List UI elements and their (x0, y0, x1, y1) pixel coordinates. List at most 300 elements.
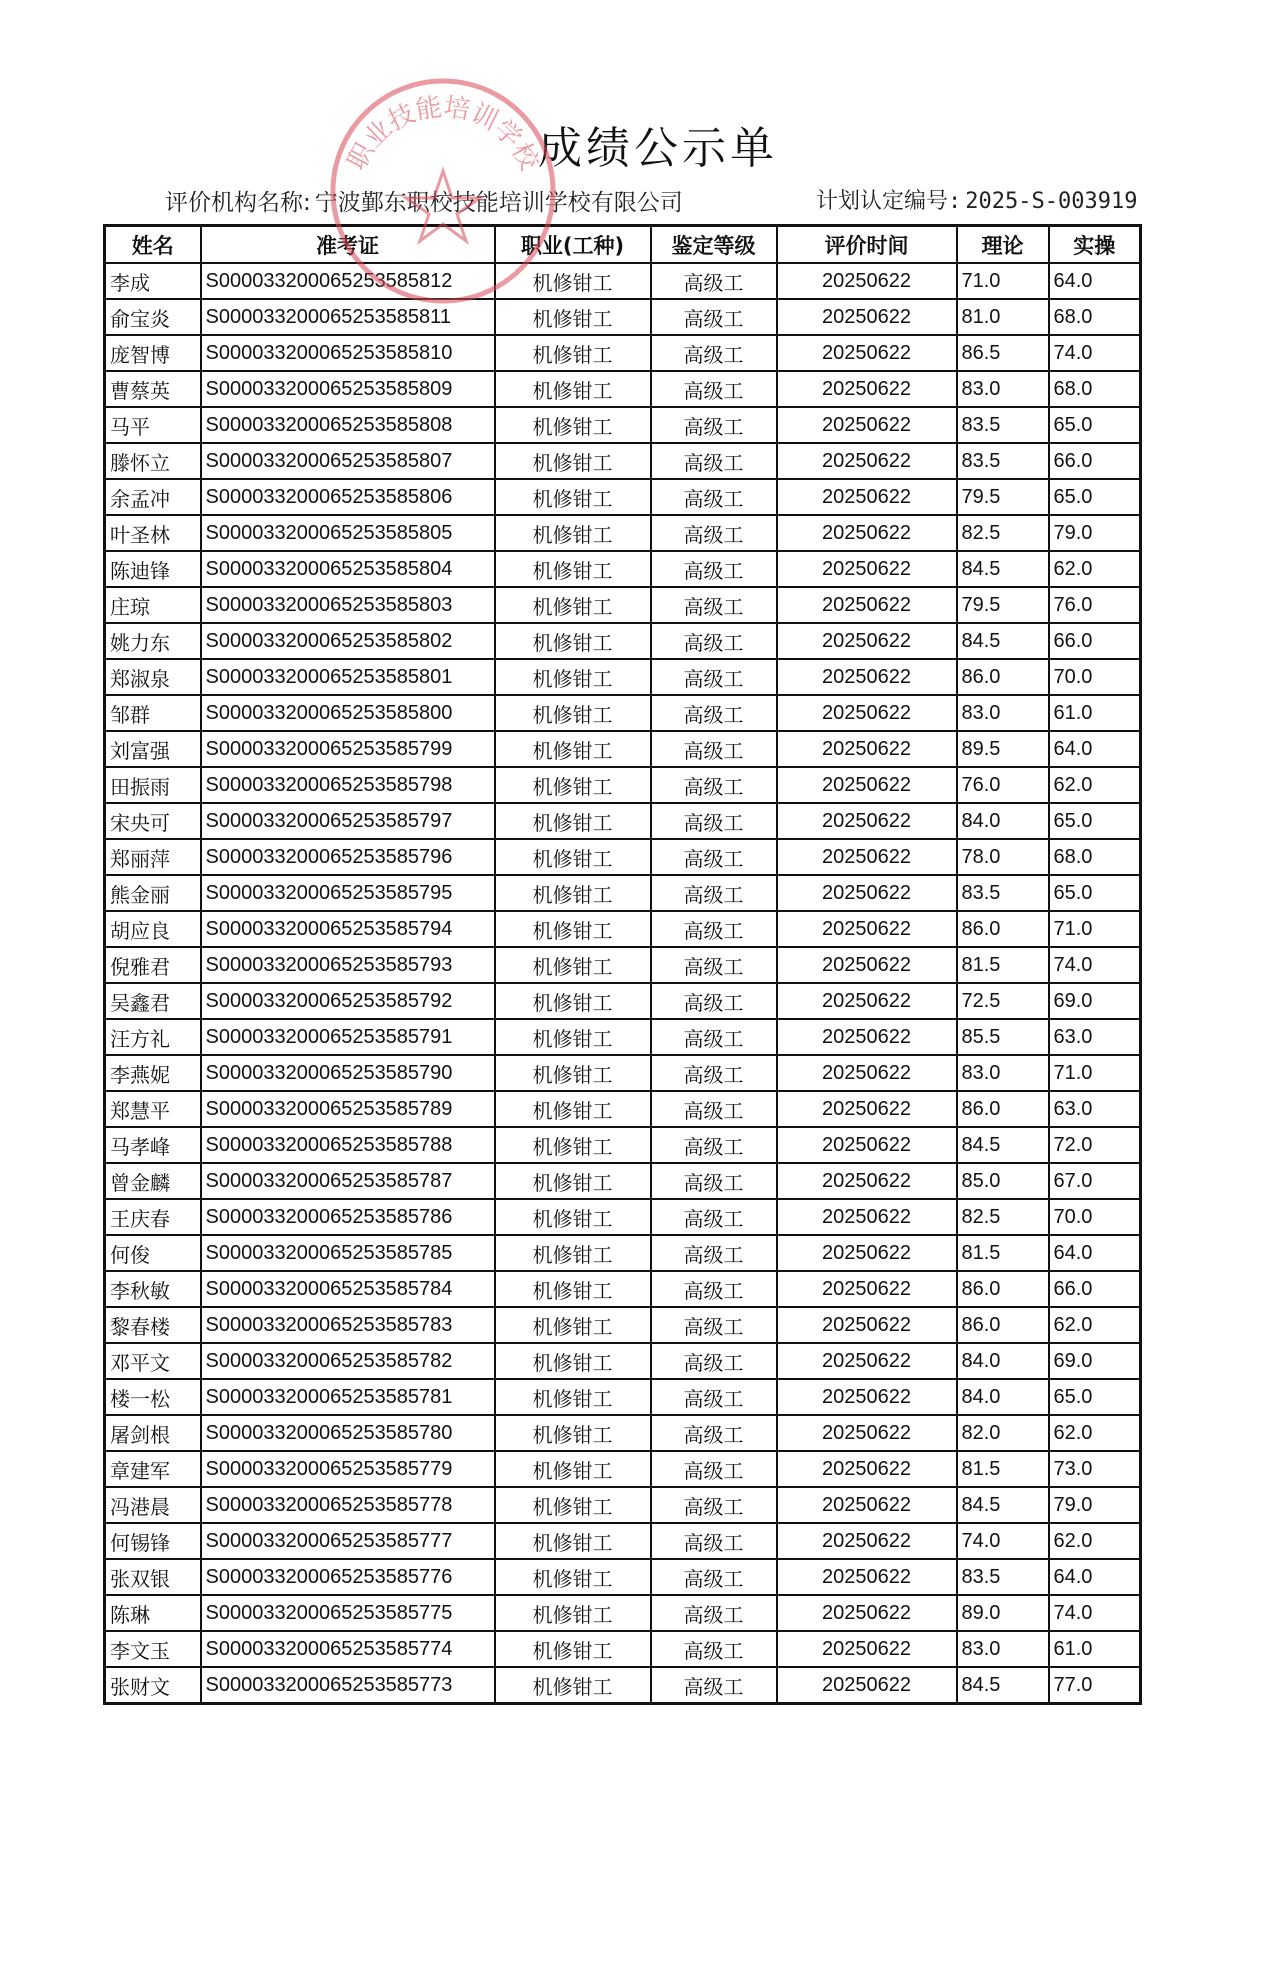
table-row (105, 695, 1141, 731)
page-title: 成绩公示单 (538, 123, 778, 174)
cell-level: 高级工 (651, 1523, 777, 1559)
table-row (105, 263, 1141, 299)
cell-theory: 81.5 (957, 947, 1049, 983)
table-row (105, 947, 1141, 983)
cell-theory: 83.0 (957, 1631, 1049, 1667)
cell-practice: 62.0 (1049, 1523, 1141, 1559)
cell-practice: 70.0 (1049, 659, 1141, 695)
cell-name: 姚力东 (105, 623, 201, 659)
cell-level: 高级工 (651, 839, 777, 875)
cell-name: 庞智博 (105, 335, 201, 371)
cell-theory: 76.0 (957, 767, 1049, 803)
table-row (105, 1019, 1141, 1055)
cell-practice: 62.0 (1049, 1415, 1141, 1451)
cell-level: 高级工 (651, 1235, 777, 1271)
cell-level: 高级工 (651, 1127, 777, 1163)
cell-name: 叶圣林 (105, 515, 201, 551)
cell-level: 高级工 (651, 659, 777, 695)
cell-level: 高级工 (651, 1019, 777, 1055)
cell-practice: 73.0 (1049, 1451, 1141, 1487)
cell-name: 王庆春 (105, 1199, 201, 1235)
cell-ticket: S000033200065253585797 (201, 803, 495, 839)
cell-ticket: S000033200065253585798 (201, 767, 495, 803)
cell-job: 机修钳工 (495, 839, 651, 875)
cell-theory: 83.5 (957, 443, 1049, 479)
cell-practice: 64.0 (1049, 1235, 1141, 1271)
cell-ticket: S000033200065253585792 (201, 983, 495, 1019)
table-row (105, 767, 1141, 803)
cell-date: 20250622 (777, 1415, 957, 1451)
cell-ticket: S000033200065253585777 (201, 1523, 495, 1559)
header-theory: 理论 (957, 226, 1049, 264)
cell-ticket: S000033200065253585810 (201, 335, 495, 371)
cell-practice: 71.0 (1049, 911, 1141, 947)
cell-name: 邹群 (105, 695, 201, 731)
table-row (105, 983, 1141, 1019)
header-date: 评价时间 (777, 226, 957, 264)
cell-practice: 65.0 (1049, 479, 1141, 515)
cell-level: 高级工 (651, 407, 777, 443)
cell-ticket: S000033200065253585807 (201, 443, 495, 479)
cell-date: 20250622 (777, 1667, 957, 1704)
cell-practice: 64.0 (1049, 263, 1141, 299)
cell-job: 机修钳工 (495, 767, 651, 803)
cell-theory: 89.5 (957, 731, 1049, 767)
cell-level: 高级工 (651, 731, 777, 767)
table-row (105, 299, 1141, 335)
cell-name: 冯港晨 (105, 1487, 201, 1523)
cell-ticket: S000033200065253585789 (201, 1091, 495, 1127)
cell-job: 机修钳工 (495, 335, 651, 371)
header-practice: 实操 (1049, 226, 1141, 264)
cell-theory: 83.5 (957, 1559, 1049, 1595)
cell-level: 高级工 (651, 1415, 777, 1451)
cell-job: 机修钳工 (495, 731, 651, 767)
table-row (105, 1487, 1141, 1523)
cell-practice: 68.0 (1049, 371, 1141, 407)
header-name: 姓名 (105, 226, 201, 264)
org-info (165, 184, 683, 217)
cell-practice: 71.0 (1049, 1055, 1141, 1091)
cell-theory: 84.5 (957, 551, 1049, 587)
cell-theory: 84.0 (957, 1343, 1049, 1379)
table-row (105, 1523, 1141, 1559)
cell-ticket: S000033200065253585775 (201, 1595, 495, 1631)
header-ticket: 准考证 (201, 226, 495, 264)
table-row (105, 1235, 1141, 1271)
cell-practice: 64.0 (1049, 1559, 1141, 1595)
cell-theory: 81.5 (957, 1235, 1049, 1271)
cell-practice: 65.0 (1049, 803, 1141, 839)
cell-ticket: S000033200065253585781 (201, 1379, 495, 1415)
cell-ticket: S000033200065253585804 (201, 551, 495, 587)
cell-job: 机修钳工 (495, 371, 651, 407)
cell-job: 机修钳工 (495, 1055, 651, 1091)
cell-name: 陈琳 (105, 1595, 201, 1631)
cell-name: 邓平文 (105, 1343, 201, 1379)
cell-name: 郑丽萍 (105, 839, 201, 875)
cell-theory: 86.0 (957, 1307, 1049, 1343)
cell-practice: 70.0 (1049, 1199, 1141, 1235)
cell-job: 机修钳工 (495, 1127, 651, 1163)
cell-name: 李成 (105, 263, 201, 299)
cell-practice: 74.0 (1049, 947, 1141, 983)
cell-date: 20250622 (777, 371, 957, 407)
cell-job: 机修钳工 (495, 911, 651, 947)
cell-job: 机修钳工 (495, 1163, 651, 1199)
cell-date: 20250622 (777, 839, 957, 875)
header-job: 职业(工种) (495, 226, 651, 264)
cell-name: 马平 (105, 407, 201, 443)
cell-theory: 71.0 (957, 263, 1049, 299)
cell-name: 吴鑫君 (105, 983, 201, 1019)
cell-job: 机修钳工 (495, 659, 651, 695)
cell-date: 20250622 (777, 479, 957, 515)
table-row (105, 659, 1141, 695)
cell-name: 刘富强 (105, 731, 201, 767)
cell-name: 田振雨 (105, 767, 201, 803)
plan-label: 计划认定编号: (816, 189, 962, 214)
cell-level: 高级工 (651, 1559, 777, 1595)
cell-theory: 86.0 (957, 659, 1049, 695)
cell-job: 机修钳工 (495, 407, 651, 443)
table-row (105, 1343, 1141, 1379)
cell-ticket: S000033200065253585809 (201, 371, 495, 407)
cell-name: 曾金麟 (105, 1163, 201, 1199)
cell-job: 机修钳工 (495, 1451, 651, 1487)
table-row (105, 1595, 1141, 1631)
cell-ticket: S000033200065253585784 (201, 1271, 495, 1307)
cell-theory: 82.5 (957, 1199, 1049, 1235)
cell-date: 20250622 (777, 515, 957, 551)
table-row (105, 551, 1141, 587)
cell-ticket: S000033200065253585800 (201, 695, 495, 731)
cell-practice: 62.0 (1049, 1307, 1141, 1343)
cell-ticket: S000033200065253585791 (201, 1019, 495, 1055)
cell-practice: 79.0 (1049, 515, 1141, 551)
cell-theory: 79.5 (957, 587, 1049, 623)
cell-level: 高级工 (651, 1343, 777, 1379)
cell-level: 高级工 (651, 911, 777, 947)
cell-date: 20250622 (777, 1163, 957, 1199)
cell-job: 机修钳工 (495, 515, 651, 551)
cell-level: 高级工 (651, 947, 777, 983)
cell-practice: 69.0 (1049, 1343, 1141, 1379)
cell-theory: 83.5 (957, 407, 1049, 443)
cell-level: 高级工 (651, 587, 777, 623)
table-row (105, 1055, 1141, 1091)
cell-ticket: S000033200065253585787 (201, 1163, 495, 1199)
table-row (105, 839, 1141, 875)
cell-ticket: S000033200065253585786 (201, 1199, 495, 1235)
cell-practice: 65.0 (1049, 875, 1141, 911)
cell-job: 机修钳工 (495, 1019, 651, 1055)
cell-date: 20250622 (777, 1271, 957, 1307)
cell-ticket: S000033200065253585778 (201, 1487, 495, 1523)
cell-level: 高级工 (651, 443, 777, 479)
cell-date: 20250622 (777, 1595, 957, 1631)
cell-level: 高级工 (651, 1379, 777, 1415)
cell-theory: 81.0 (957, 299, 1049, 335)
cell-level: 高级工 (651, 983, 777, 1019)
org-name: 宁波鄞东职校技能培训学校有限公司 (314, 190, 683, 216)
cell-job: 机修钳工 (495, 1091, 651, 1127)
cell-date: 20250622 (777, 1631, 957, 1667)
cell-ticket: S000033200065253585799 (201, 731, 495, 767)
cell-theory: 85.0 (957, 1163, 1049, 1199)
cell-date: 20250622 (777, 587, 957, 623)
plan-info (816, 184, 1137, 215)
cell-level: 高级工 (651, 1055, 777, 1091)
cell-theory: 84.5 (957, 1487, 1049, 1523)
cell-theory: 85.5 (957, 1019, 1049, 1055)
cell-date: 20250622 (777, 1091, 957, 1127)
cell-date: 20250622 (777, 659, 957, 695)
cell-theory: 83.0 (957, 695, 1049, 731)
cell-job: 机修钳工 (495, 983, 651, 1019)
cell-job: 机修钳工 (495, 479, 651, 515)
cell-date: 20250622 (777, 983, 957, 1019)
cell-theory: 83.5 (957, 875, 1049, 911)
cell-date: 20250622 (777, 1451, 957, 1487)
table-row (105, 911, 1141, 947)
cell-job: 机修钳工 (495, 443, 651, 479)
cell-ticket: S000033200065253585808 (201, 407, 495, 443)
table-row (105, 371, 1141, 407)
cell-job: 机修钳工 (495, 1307, 651, 1343)
cell-date: 20250622 (777, 443, 957, 479)
cell-date: 20250622 (777, 1523, 957, 1559)
cell-level: 高级工 (651, 875, 777, 911)
table-row (105, 1091, 1141, 1127)
cell-job: 机修钳工 (495, 695, 651, 731)
cell-theory: 84.5 (957, 1127, 1049, 1163)
cell-job: 机修钳工 (495, 1271, 651, 1307)
cell-practice: 66.0 (1049, 443, 1141, 479)
cell-date: 20250622 (777, 1487, 957, 1523)
cell-ticket: S000033200065253585795 (201, 875, 495, 911)
cell-name: 曹蔡英 (105, 371, 201, 407)
cell-ticket: S000033200065253585783 (201, 1307, 495, 1343)
cell-ticket: S000033200065253585802 (201, 623, 495, 659)
cell-name: 何俊 (105, 1235, 201, 1271)
table-row (105, 1307, 1141, 1343)
cell-ticket: S000033200065253585811 (201, 299, 495, 335)
cell-date: 20250622 (777, 695, 957, 731)
cell-practice: 66.0 (1049, 1271, 1141, 1307)
cell-practice: 74.0 (1049, 1595, 1141, 1631)
cell-level: 高级工 (651, 479, 777, 515)
cell-job: 机修钳工 (495, 299, 651, 335)
cell-practice: 68.0 (1049, 299, 1141, 335)
cell-ticket: S000033200065253585812 (201, 263, 495, 299)
cell-name: 熊金丽 (105, 875, 201, 911)
cell-name: 俞宝炎 (105, 299, 201, 335)
cell-practice: 67.0 (1049, 1163, 1141, 1199)
table-row (105, 515, 1141, 551)
cell-date: 20250622 (777, 335, 957, 371)
cell-theory: 83.0 (957, 371, 1049, 407)
cell-job: 机修钳工 (495, 263, 651, 299)
cell-theory: 74.0 (957, 1523, 1049, 1559)
cell-ticket: S000033200065253585774 (201, 1631, 495, 1667)
cell-level: 高级工 (651, 1487, 777, 1523)
cell-practice: 61.0 (1049, 1631, 1141, 1667)
table-row (105, 335, 1141, 371)
cell-date: 20250622 (777, 875, 957, 911)
cell-name: 陈迪锋 (105, 551, 201, 587)
cell-name: 庄琼 (105, 587, 201, 623)
cell-theory: 86.0 (957, 1271, 1049, 1307)
cell-job: 机修钳工 (495, 587, 651, 623)
table-row (105, 1559, 1141, 1595)
cell-ticket: S000033200065253585793 (201, 947, 495, 983)
cell-theory: 84.0 (957, 803, 1049, 839)
cell-level: 高级工 (651, 335, 777, 371)
cell-theory: 81.5 (957, 1451, 1049, 1487)
cell-ticket: S000033200065253585805 (201, 515, 495, 551)
cell-ticket: S000033200065253585806 (201, 479, 495, 515)
cell-level: 高级工 (651, 371, 777, 407)
cell-theory: 78.0 (957, 839, 1049, 875)
cell-level: 高级工 (651, 695, 777, 731)
cell-name: 倪雅君 (105, 947, 201, 983)
cell-name: 李文玉 (105, 1631, 201, 1667)
cell-level: 高级工 (651, 515, 777, 551)
cell-job: 机修钳工 (495, 1559, 651, 1595)
table-row (105, 1271, 1141, 1307)
cell-name: 宋央可 (105, 803, 201, 839)
org-label: 评价机构名称: (165, 190, 311, 216)
cell-level: 高级工 (651, 263, 777, 299)
cell-date: 20250622 (777, 1127, 957, 1163)
cell-practice: 72.0 (1049, 1127, 1141, 1163)
cell-date: 20250622 (777, 947, 957, 983)
cell-job: 机修钳工 (495, 623, 651, 659)
cell-ticket: S000033200065253585785 (201, 1235, 495, 1271)
plan-number: 2025-S-003919 (965, 189, 1138, 214)
cell-date: 20250622 (777, 731, 957, 767)
cell-practice: 65.0 (1049, 1379, 1141, 1415)
table-row (105, 1667, 1141, 1704)
cell-level: 高级工 (651, 299, 777, 335)
cell-level: 高级工 (651, 551, 777, 587)
cell-job: 机修钳工 (495, 1595, 651, 1631)
cell-ticket: S000033200065253585779 (201, 1451, 495, 1487)
cell-job: 机修钳工 (495, 1379, 651, 1415)
table-row (105, 623, 1141, 659)
cell-practice: 65.0 (1049, 407, 1141, 443)
cell-name: 马孝峰 (105, 1127, 201, 1163)
cell-level: 高级工 (651, 1451, 777, 1487)
table-header-row (105, 226, 1141, 264)
cell-name: 楼一松 (105, 1379, 201, 1415)
cell-job: 机修钳工 (495, 1199, 651, 1235)
cell-ticket: S000033200065253585788 (201, 1127, 495, 1163)
cell-level: 高级工 (651, 803, 777, 839)
cell-date: 20250622 (777, 551, 957, 587)
cell-name: 张财文 (105, 1667, 201, 1704)
cell-theory: 86.0 (957, 911, 1049, 947)
cell-date: 20250622 (777, 1055, 957, 1091)
cell-date: 20250622 (777, 1379, 957, 1415)
cell-name: 章建军 (105, 1451, 201, 1487)
cell-level: 高级工 (651, 1163, 777, 1199)
cell-name: 李燕妮 (105, 1055, 201, 1091)
cell-practice: 68.0 (1049, 839, 1141, 875)
cell-level: 高级工 (651, 767, 777, 803)
cell-theory: 82.0 (957, 1415, 1049, 1451)
cell-theory: 84.0 (957, 1379, 1049, 1415)
cell-name: 胡应良 (105, 911, 201, 947)
table-row (105, 1451, 1141, 1487)
cell-practice: 77.0 (1049, 1667, 1141, 1704)
table-row (105, 479, 1141, 515)
cell-theory: 72.5 (957, 983, 1049, 1019)
cell-practice: 79.0 (1049, 1487, 1141, 1523)
cell-ticket: S000033200065253585803 (201, 587, 495, 623)
table-row (105, 803, 1141, 839)
cell-name: 黎春楼 (105, 1307, 201, 1343)
cell-name: 郑淑泉 (105, 659, 201, 695)
cell-date: 20250622 (777, 263, 957, 299)
header-level: 鉴定等级 (651, 226, 777, 264)
cell-name: 余孟冲 (105, 479, 201, 515)
table-row (105, 587, 1141, 623)
cell-date: 20250622 (777, 299, 957, 335)
cell-date: 20250622 (777, 1235, 957, 1271)
table-row (105, 1415, 1141, 1451)
table-row (105, 875, 1141, 911)
cell-ticket: S000033200065253585780 (201, 1415, 495, 1451)
cell-practice: 63.0 (1049, 1091, 1141, 1127)
cell-name: 郑慧平 (105, 1091, 201, 1127)
cell-job: 机修钳工 (495, 875, 651, 911)
cell-date: 20250622 (777, 407, 957, 443)
table-row (105, 407, 1141, 443)
cell-job: 机修钳工 (495, 803, 651, 839)
cell-level: 高级工 (651, 1667, 777, 1704)
table-row (105, 1199, 1141, 1235)
cell-practice: 62.0 (1049, 551, 1141, 587)
cell-ticket: S000033200065253585796 (201, 839, 495, 875)
cell-ticket: S000033200065253585776 (201, 1559, 495, 1595)
cell-practice: 74.0 (1049, 335, 1141, 371)
cell-level: 高级工 (651, 1631, 777, 1667)
cell-theory: 84.5 (957, 1667, 1049, 1704)
cell-level: 高级工 (651, 623, 777, 659)
scores-table (103, 224, 1142, 1705)
cell-theory: 84.5 (957, 623, 1049, 659)
cell-job: 机修钳工 (495, 551, 651, 587)
table-row (105, 1379, 1141, 1415)
cell-job: 机修钳工 (495, 1523, 651, 1559)
cell-name: 汪方礼 (105, 1019, 201, 1055)
cell-level: 高级工 (651, 1199, 777, 1235)
cell-job: 机修钳工 (495, 1487, 651, 1523)
cell-theory: 86.5 (957, 335, 1049, 371)
cell-date: 20250622 (777, 1307, 957, 1343)
cell-ticket: S000033200065253585801 (201, 659, 495, 695)
cell-job: 机修钳工 (495, 947, 651, 983)
cell-practice: 64.0 (1049, 731, 1141, 767)
cell-practice: 69.0 (1049, 983, 1141, 1019)
cell-practice: 61.0 (1049, 695, 1141, 731)
cell-job: 机修钳工 (495, 1415, 651, 1451)
cell-level: 高级工 (651, 1595, 777, 1631)
cell-job: 机修钳工 (495, 1667, 651, 1704)
cell-date: 20250622 (777, 767, 957, 803)
